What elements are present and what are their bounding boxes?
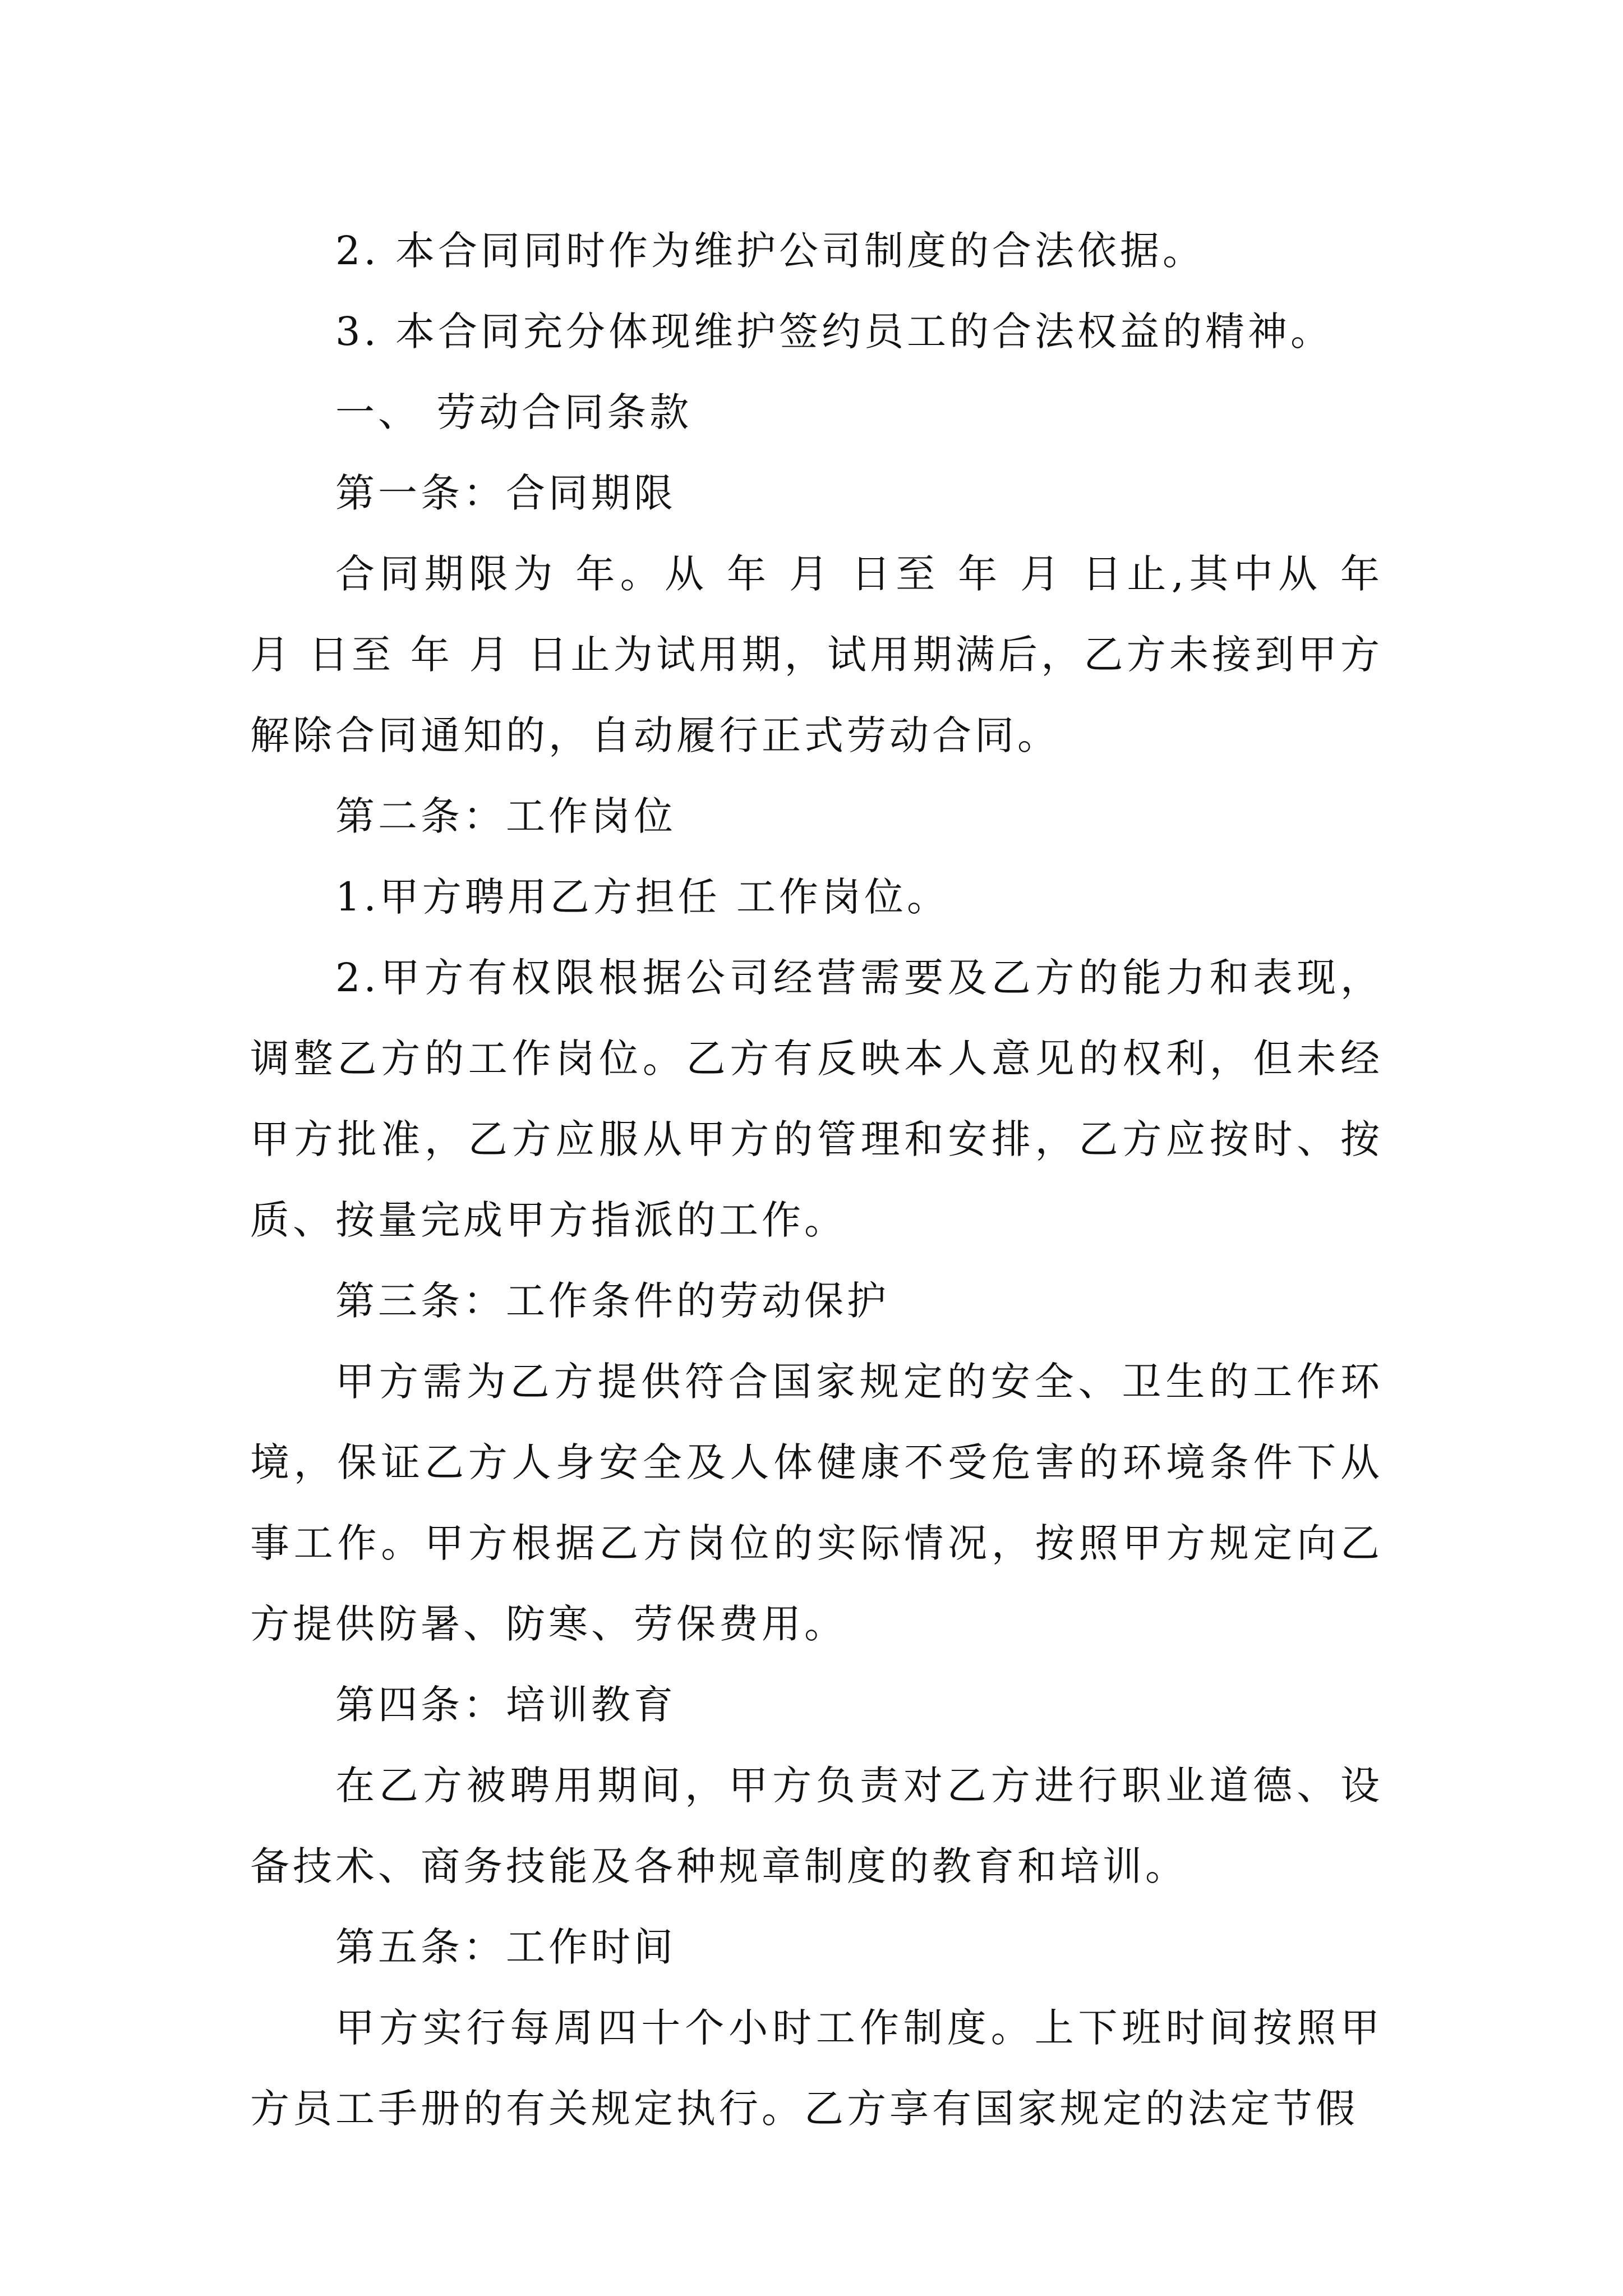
article-2-item-1: 1.甲方聘用乙方担任 工作岗位。 [335,874,950,920]
section-heading-labor-terms: 一、 劳动合同条款 [335,389,693,435]
article-5-heading: 第五条：工作时间 [335,1924,676,1970]
article-2-item-2: 2.甲方有权限根据公司经营需要及乙方的能力和表现，调整乙方的工作岗位。乙方有反映本人意见的权利，但未经甲方批准，乙方应服从甲方的管理和安排，乙方应按时、按质、按量完成甲方指派的工作。 [250,955,1383,1243]
article-3-body: 甲方需为乙方提供符合国家规定的安全、卫生的工作环境，保证乙方人身安全及人体健康不受危害的环境条件下从事工作。甲方根据乙方岗位的实际情况，按照甲方规定向乙方提供防暑、防寒、劳保费用。 [250,1359,1383,1647]
article-5-body: 甲方实行每周四十个小时工作制度。上下班时间按照甲方员工手册的有关规定执行。乙方享有国家规定的法定节假 [250,2005,1383,2132]
article-4-body: 在乙方被聘用期间，甲方负责对乙方进行职业道德、设备技术、商务技能及各种规章制度的教育和培训。 [250,1763,1383,1889]
article-1-heading: 第一条：合同期限 [335,470,676,516]
paragraph-clause-2: 2. 本合同同时作为维护公司制度的合法依据。 [335,228,1206,274]
document-body [250,210,1383,2149]
article-4-heading: 第四条：培训教育 [335,1682,676,1728]
article-2-heading: 第二条：工作岗位 [335,793,676,839]
article-3-heading: 第三条：工作条件的劳动保护 [335,1278,889,1324]
paragraph-clause-3: 3. 本合同充分体现维护签约员工的合法权益的精神。 [335,309,1334,355]
article-1-body: 合同期限为 年。从 年 月 日至 年 月 日止,其中从 年 月 日至 年 月 日止为试用期，试用期满后，乙方未接到甲方解除合同通知的，自动履行正式劳动合同。 [250,551,1383,758]
